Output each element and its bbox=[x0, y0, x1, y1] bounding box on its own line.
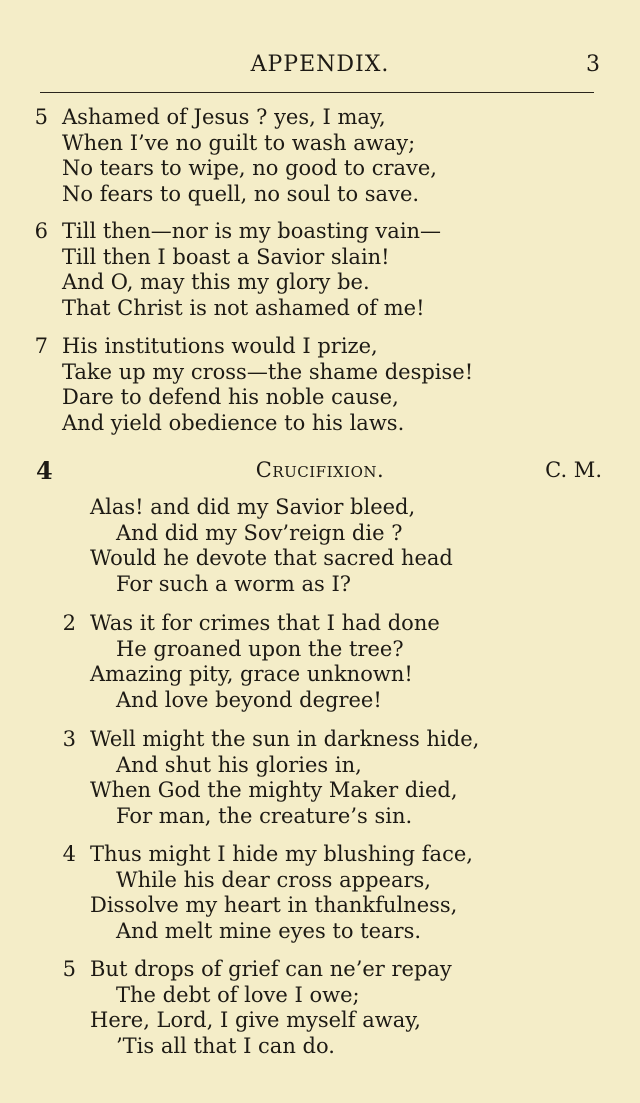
hymn-meter: C. M. bbox=[545, 458, 602, 482]
stanza-number: 2 bbox=[62, 611, 76, 635]
verse-line: 5 Ashamed of Jesus ? yes, I may, bbox=[0, 105, 640, 131]
header-rule bbox=[40, 92, 594, 93]
verse-line: And love beyond degree! bbox=[116, 687, 382, 712]
stanza-5b bbox=[0, 957, 640, 1059]
stanza-number: 7 bbox=[34, 334, 48, 358]
verse-line: No tears to wipe, no good to crave, bbox=[62, 156, 437, 180]
verse-line: Would he devote that sacred head bbox=[90, 546, 453, 570]
verse-line: He groaned upon the tree? bbox=[116, 636, 404, 661]
stanza-number: 3 bbox=[62, 727, 76, 751]
stanza-3 bbox=[0, 727, 640, 829]
verse-line: 5 But drops of grief can ne’er repay bbox=[0, 957, 640, 983]
verse-line: That Christ is not ashamed of me! bbox=[62, 295, 425, 320]
verse-line: 4 Thus might I hide my blushing face, bbox=[0, 842, 640, 868]
verse-line: For man, the creature’s sin. bbox=[116, 803, 413, 828]
verse-line: And O, may this my glory be. bbox=[62, 270, 370, 294]
verse-line: 3 Well might the sun in darkness hide, bbox=[0, 727, 640, 753]
verse-line: Amazing pity, grace unknown! bbox=[90, 662, 413, 686]
verse-line: Dare to defend his noble cause, bbox=[62, 385, 399, 409]
verse-line: The debt of love I owe; bbox=[116, 982, 360, 1007]
stanza-2 bbox=[0, 611, 640, 713]
verse-line: For such a worm as I? bbox=[116, 571, 352, 596]
verse-line: ’Tis all that I can do. bbox=[116, 1033, 335, 1058]
verse-line: Here, Lord, I give myself away, bbox=[90, 1008, 421, 1032]
stanza-4 bbox=[0, 842, 640, 944]
hymn-heading bbox=[0, 456, 640, 486]
verse-line: Dissolve my heart in thankfulness, bbox=[90, 893, 458, 917]
stanza-7 bbox=[0, 334, 640, 436]
verse-line: Alas! and did my Savior bleed, bbox=[90, 495, 416, 519]
stanza-number: 6 bbox=[34, 219, 48, 243]
verse-line: And shut his glories in, bbox=[116, 752, 362, 777]
verse-line: And melt mine eyes to tears. bbox=[116, 918, 422, 943]
verse-line: No fears to quell, no soul to save. bbox=[62, 181, 420, 206]
stanza-number: 4 bbox=[62, 842, 76, 866]
stanza-1 bbox=[0, 495, 640, 597]
verse-line: When God the mighty Maker died, bbox=[90, 778, 458, 802]
verse-line: And yield obedience to his laws. bbox=[62, 410, 405, 435]
verse-line: Till then I boast a Savior slain! bbox=[62, 244, 390, 269]
verse-line: 2 Was it for crimes that I had done bbox=[0, 611, 640, 637]
verse-line: And did my Sov’reign die ? bbox=[116, 520, 403, 545]
verse-line: While his dear cross appears, bbox=[116, 867, 431, 892]
verse-line: Take up my cross—the shame despise! bbox=[62, 359, 474, 384]
page-number: 3 bbox=[586, 52, 600, 77]
stanza-5 bbox=[0, 105, 640, 207]
verse-line: When I’ve no guilt to wash away; bbox=[62, 130, 416, 155]
verse-line: 6 Till then—nor is my boasting vain— bbox=[0, 219, 640, 245]
hymn-number: 4 bbox=[36, 456, 53, 485]
stanza-number: 5 bbox=[34, 105, 48, 129]
verse-line: 7 His institutions would I prize, bbox=[0, 334, 640, 360]
stanza-6 bbox=[0, 219, 640, 321]
stanza-number: 5 bbox=[62, 957, 76, 981]
page-header-title: APPENDIX. bbox=[250, 52, 390, 77]
hymn-title: Crucifixion. bbox=[255, 458, 385, 482]
